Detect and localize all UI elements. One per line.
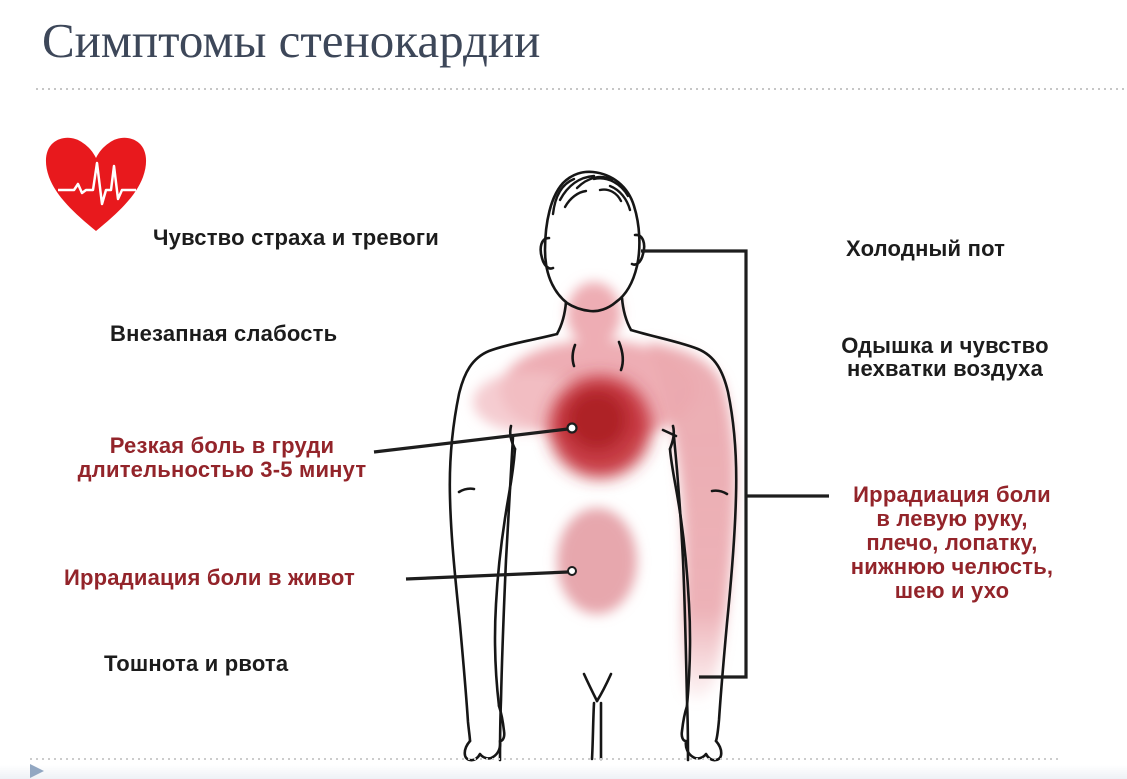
footer-divider-dotted	[30, 758, 1062, 760]
label-line: плечо, лопатку,	[866, 530, 1038, 555]
connector-line-chest	[374, 429, 568, 452]
label-line: Резкая боль в груди	[109, 433, 335, 458]
symptom-label-chest-pain	[52, 434, 392, 482]
page-title: Симптомы стенокардии	[42, 13, 541, 68]
symptom-label-arm-radiation	[826, 483, 1078, 603]
heart-ecg-icon	[46, 138, 146, 231]
label-line: шею и ухо	[894, 578, 1010, 603]
symptom-label-weakness: Внезапная слабость	[110, 321, 338, 346]
chest-pointer-dot	[568, 424, 577, 433]
footer-gradient-strip	[0, 765, 1127, 779]
symptom-label-nausea: Тошнота и рвота	[104, 651, 289, 676]
abdominal-pain-zone	[557, 508, 637, 614]
symptom-label-dyspnea	[819, 334, 1071, 380]
label-line: нехватки воздуха	[846, 356, 1044, 381]
connector-line-abdomen	[406, 572, 568, 579]
symptom-label-cold-sweat: Холодный пот	[846, 236, 1006, 261]
label-line: нижнюю челюсть,	[850, 554, 1054, 579]
label-line: Одышка и чувство	[841, 333, 1049, 358]
neck-pain-zone	[567, 282, 621, 346]
symptom-label-fear: Чувство страха и тревоги	[153, 225, 439, 250]
chest-pain-zone	[549, 376, 651, 478]
label-line: длительностью 3-5 минут	[77, 457, 367, 482]
corner-arrow-icon	[30, 764, 44, 778]
label-line: в левую руку,	[876, 506, 1028, 531]
abdomen-pointer-dot	[568, 567, 576, 575]
label-line: Иррадиация боли	[853, 482, 1051, 507]
symptom-label-abdominal-radiation: Иррадиация боли в живот	[64, 565, 355, 590]
